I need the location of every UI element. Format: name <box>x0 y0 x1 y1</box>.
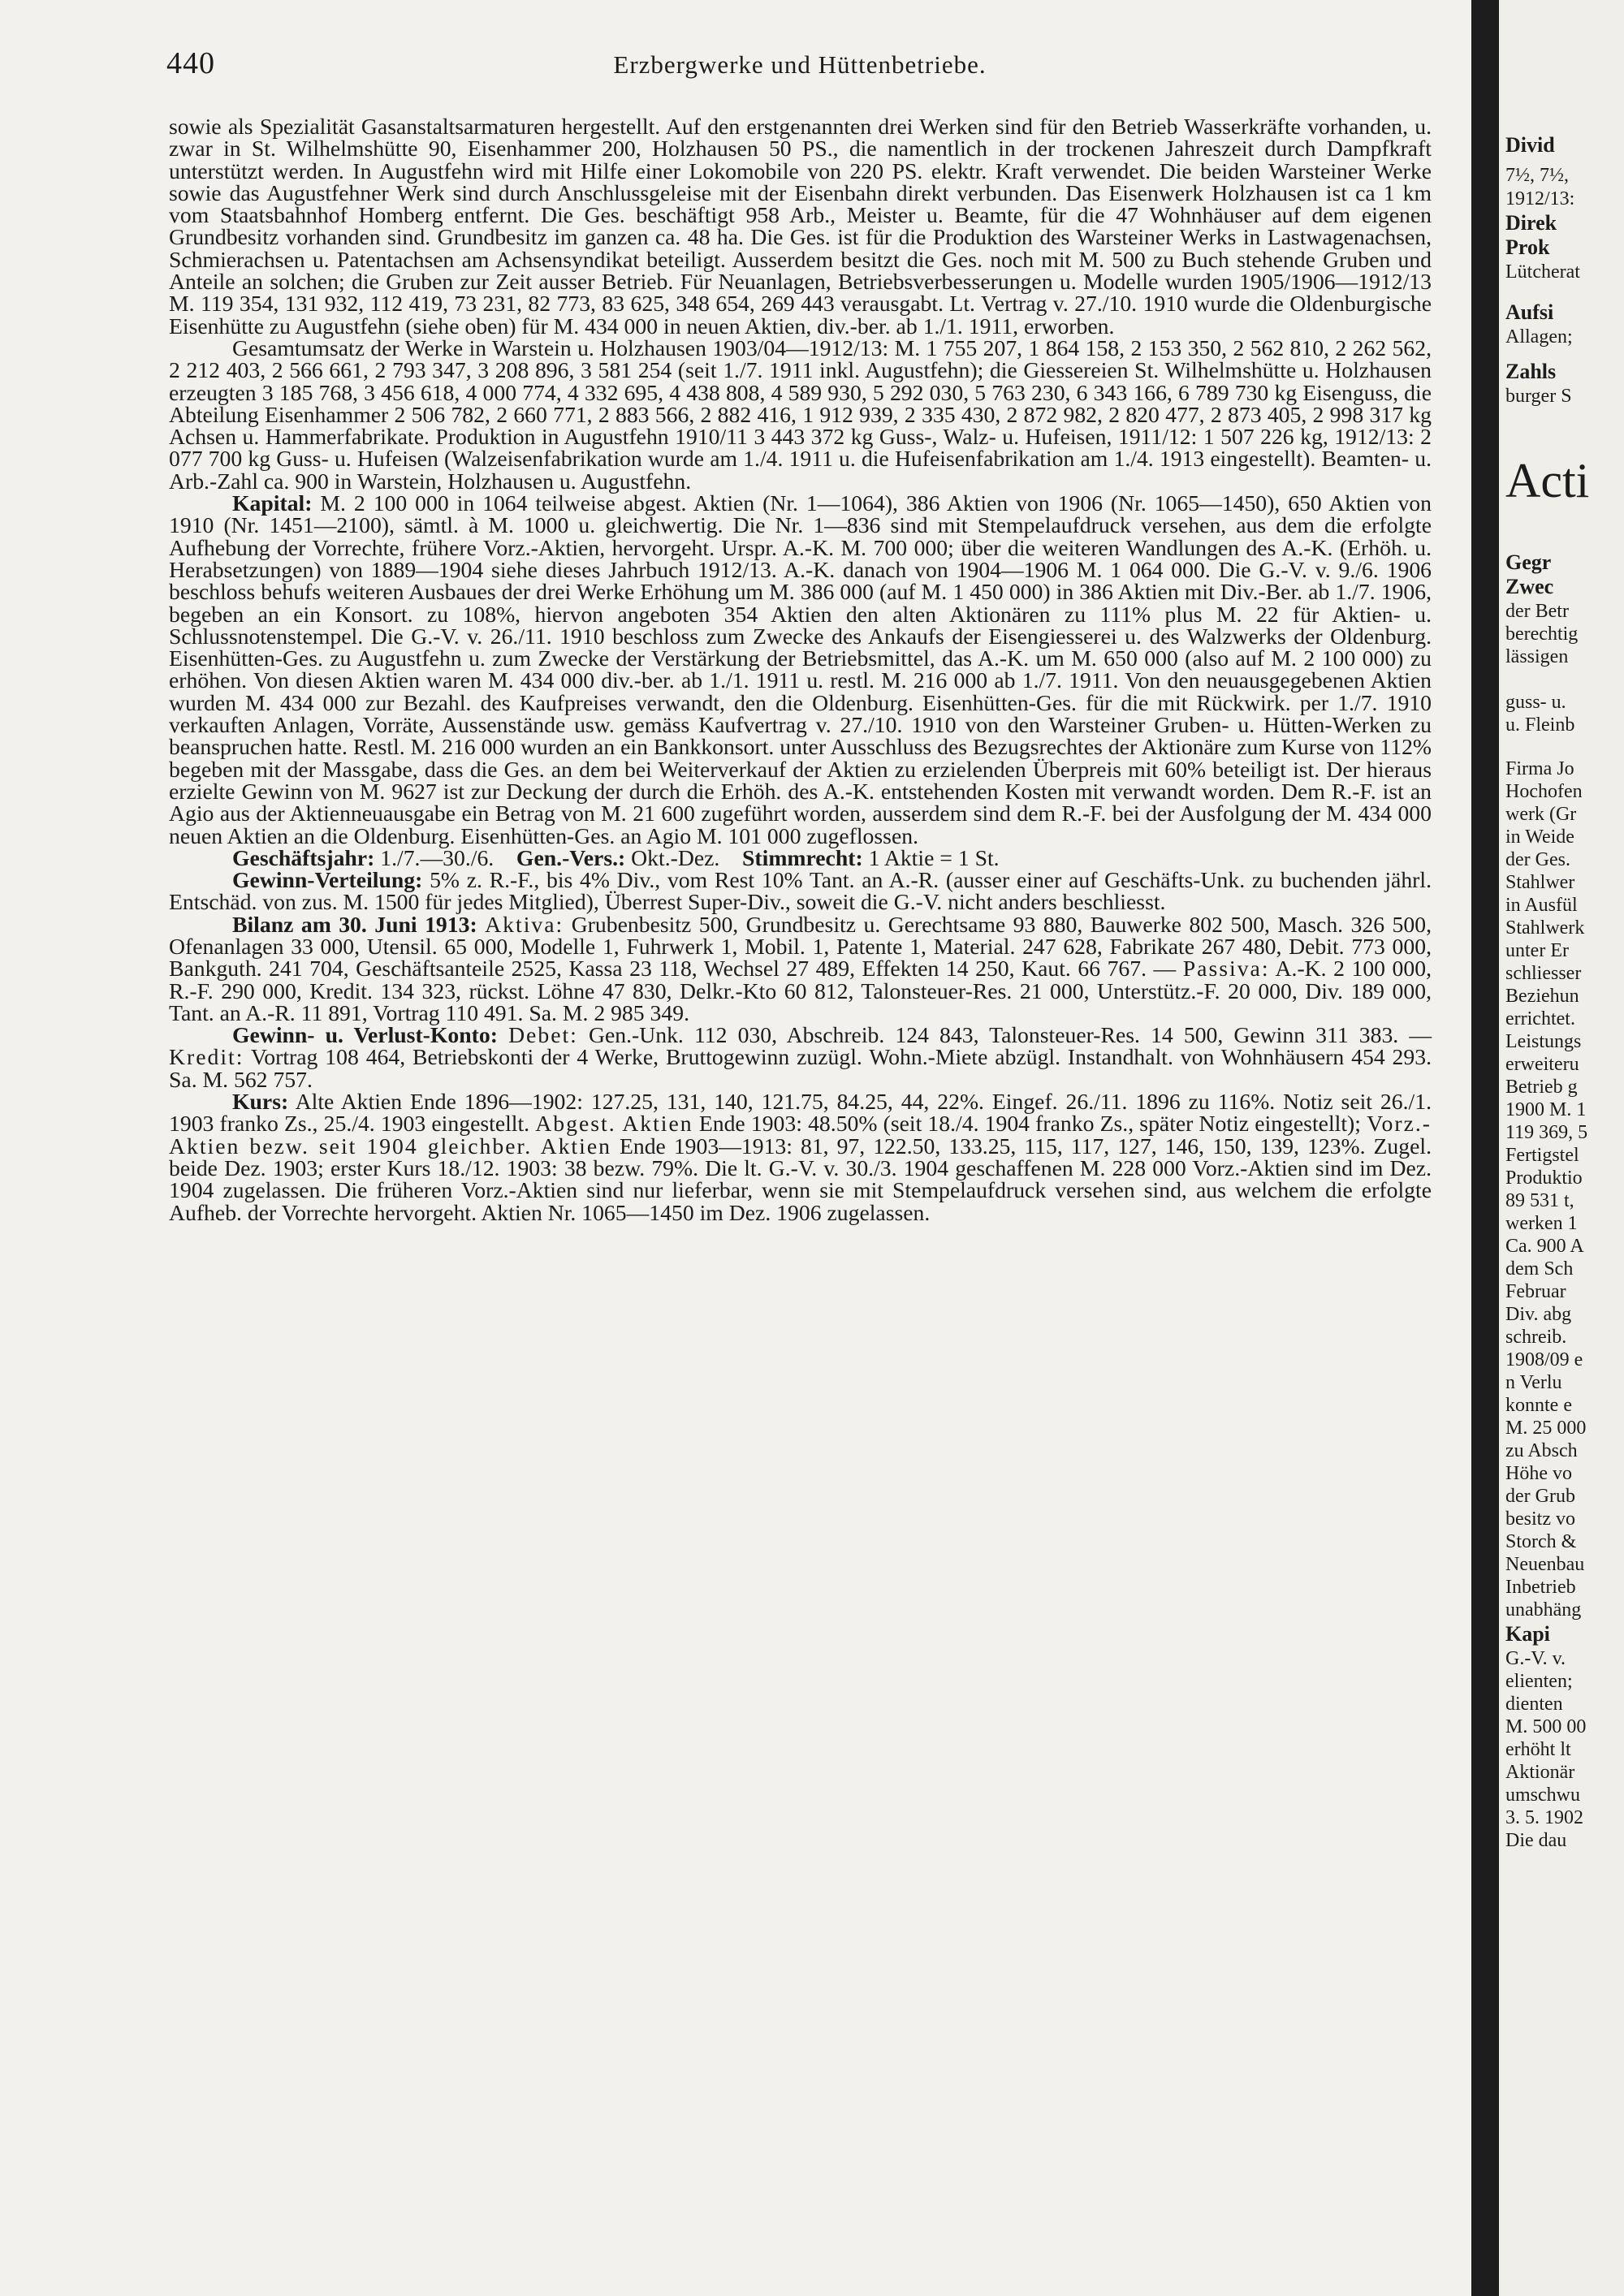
right-line: Leistungs <box>1505 1031 1582 1052</box>
right-line: Produktio <box>1505 1167 1583 1189</box>
right-line: Storch & <box>1505 1531 1577 1552</box>
right-line: Inbetrieb <box>1505 1577 1576 1598</box>
right-line: Zahls <box>1505 360 1557 383</box>
right-line: Fertigstel <box>1505 1145 1579 1166</box>
right-line: berechtig <box>1505 624 1579 645</box>
geschaeftsjahr-text: 1./7.—30./6. <box>380 844 495 870</box>
right-line: 1912/13: <box>1505 188 1575 209</box>
section-gewinn-verlust-konto <box>169 1024 1432 1090</box>
right-line: in Weide <box>1505 826 1574 848</box>
paragraph-gesamtumsatz: Gesamtumsatz der Werke in Warstein u. Holzhausen 1903/04—1912/13: M. 1 755 207, 1 864 158, 2 153 350, 2 562 810, 2 262 562, 2 212 403, 2 566 661, 2 793 347, 3 208 896, 3 581 254 (seit 1./7. 1911 inkl. Augustfehn); die Giessereien St. Wilhelmshütte u. Holzhausen erzeugten 3 185 768, 3 456 618, 4 000 774, 4 332 695, 4 438 808, 4 589 930, 5 292 030, 5 763 230, 6 343 166, 6 789 730 kg Eisenguss, die Abteilung Eisenhammer 2 506 782, 2 660 771, 2 883 566, 2 882 416, 1 912 939, 2 335 430, 2 872 982, 2 820 477, 2 873 405, 2 998 317 kg Achsen u. Hammerfabrikate. Produktion in Augustfehn 1910/11 3 443 372 kg Guss-, Walz- u. Hufeisen, 1911/12: 1 507 226 kg, 1912/13: 2 077 700 kg Guss- u. Hufeisen (Walzeisenfabrikation wurde am 1./4. 1911 u. die Hufeisenfabrikation am 1./4. 1913 eingestellt). Beamten- u. Arb.-Zahl ca. 900 in Warstein, Holzhausen u. Augustfehn. <box>169 334 1432 494</box>
right-line: Divid <box>1505 133 1555 157</box>
right-line: Höhe vo <box>1505 1463 1572 1484</box>
right-line: 7½, 7½, <box>1505 165 1569 186</box>
book-gutter <box>1471 0 1499 2296</box>
kurs-text-1: Alte Aktien Ende 1896—1902: 127.25, 131, 140, 121.75, 84.25, 44, 22%. Eingef. 26./11. 1896 zu 116%. Notiz seit 26./1. 1903 franko Zs., 25./4. 1903 eingestellt. <box>169 1089 1432 1137</box>
stimmrecht-label: Stimmrecht: <box>742 844 863 870</box>
kurs-vorz-label: Vorz.-Aktien bezw. seit 1904 gleichber. Aktien <box>169 1111 1432 1159</box>
right-line: lässigen <box>1505 646 1569 667</box>
right-line: dienten <box>1505 1694 1563 1715</box>
geschaeftsjahr-label: Geschäftsjahr: <box>232 844 375 870</box>
right-line: Div. abg <box>1505 1304 1572 1325</box>
right-line: in Ausfül <box>1505 895 1578 916</box>
right-line: Februar <box>1505 1281 1566 1302</box>
aktiva-label: Aktiva: <box>485 911 564 937</box>
right-line: Hochofen <box>1505 781 1583 802</box>
right-line: errichtet. <box>1505 1008 1575 1029</box>
page-number: 440 <box>166 46 215 80</box>
gewinn-verteilung-label: Gewinn-Verteilung: <box>232 867 423 893</box>
right-line: Stahlwer <box>1505 872 1575 893</box>
right-line: Prok <box>1505 235 1550 259</box>
right-line: Beziehun <box>1505 986 1579 1007</box>
debet-label: Debet: <box>508 1022 578 1048</box>
kapital-label: Kapital: <box>232 490 313 516</box>
right-line: zu Absch <box>1505 1440 1578 1461</box>
right-line: Zwec <box>1505 575 1554 598</box>
right-line: guss- u. <box>1505 692 1566 713</box>
right-line: unabhäng <box>1505 1599 1582 1621</box>
kurs-text-2: Ende 1903: 48.50% (seit 18./4. 1904 franko Zs., später Notiz eingestellt); <box>698 1111 1361 1137</box>
right-line: schliesser <box>1505 963 1582 984</box>
kurs-text-3: Ende 1903—1913: 81, 97, 122.50, 133.25, 115, 117, 127, 146, 150, 139, 123%. Zugel. beide Dez. 1903; erster Kurs 18./12. 1903: 38 bezw. 79%. Die lt. G.-V. v. 30./3. 1904 geschaffenen M. 228 000 Vorz.-Aktien sind im Dez. 1904 zugelassen. Die früheren Vorz.-Aktien sind nur lieferbar, wenn sie mit Stempelaufdruck versehen sind, aus welchem die erfolgte Aufheb. der Vorrechte hervorgeht. Aktien Nr. 1065—1450 im Dez. 1906 zugelassen. <box>169 1133 1432 1225</box>
right-line: der Betr <box>1505 601 1569 622</box>
gen-vers-label: Gen.-Vers.: <box>516 844 626 870</box>
right-line: 89 531 t, <box>1505 1190 1574 1211</box>
right-line: 3. 5. 1902 <box>1505 1807 1583 1828</box>
right-line: Stahlwerk <box>1505 917 1585 939</box>
right-line: 1900 M. 1 <box>1505 1099 1587 1120</box>
right-line: Aktionär <box>1505 1762 1575 1783</box>
right-line: werk (Gr <box>1505 804 1577 825</box>
section-meta <box>169 844 1432 870</box>
right-line: erhöht lt <box>1505 1739 1571 1760</box>
right-line: konnte e <box>1505 1395 1572 1416</box>
aktiva-text: Grubenbesitz 500, Grundbesitz u. Gerechtsame 93 880, Bauwerke 802 500, Masch. 326 500, Ofenanlagen 33 000, Utensil. 65 000, Modelle 1, Fuhrwerk 1, Mobil. 1, Patente 1, Material. 247 628, Fabrikate 267 480, Debit. 773 000, Bankguth. 241 704, Geschäftsanteile 2525, Kassa 23 118, Wechsel 27 489, Effekten 14 250, Kaut. 66 767. — <box>169 911 1432 982</box>
right-line: werken 1 <box>1505 1213 1578 1234</box>
right-line: schreib. <box>1505 1327 1567 1348</box>
section-kapital <box>169 492 1432 847</box>
right-line: Neuenbau <box>1505 1554 1585 1575</box>
kapital-text: M. 2 100 000 in 1064 teilweise abgest. Aktien (Nr. 1—1064), 386 Aktien von 1906 (Nr. 1065—1450), 650 Aktien von 1910 (Nr. 1451—2100), sämtl. à M. 1000 u. gleichwertig. Die Nr. 1—836 sind mit Stempelaufdruck versehen, aus dem die erfolgte Aufhebung der Vorrechte, frühere Vorz.-Aktien, hervorgeht. Urspr. A.-K. M. 700 000; über die weiteren Wandlungen des A.-K. (Erhöh. u. Herabsetzungen) von 1889—1904 siehe dieses Jahrbuch 1912/13. A.-K. danach von 1904—1906 M. 1 064 000. Die G.-V. v. 9./6. 1906 beschloss behufs weiteren Ausbaues der drei Werke Erhöhung um M. 386 000 (auf M. 1 450 000) in 386 Aktien mit Div.-Ber. ab 1./7. 1906, begeben an ein Konsort. zu 108%, hiervon angeboten 354 Aktien den alten Aktionären zu 111% plus M. 22 für Aktien- u. Schlussnotenstempel. Die G.-V. v. 26./11. 1910 beschloss zum Zwecke des Ankaufs der Eisengiesserei u. des Walzwerks der Oldenburg. Eisenhütten-Ges. zu Augustfehn u. zum Zwecke der Verstärkung der Betriebsmittel, das A.-K. um M. 650 000 (also auf M. 2 100 000) zu erhöhen. Von diesen Aktien waren M. 434 000 div.-ber. ab 1./1. 1911 u. restl. M. 216 000 ab 1./7. 1911. Von den neuausgegebenen Aktien wurden M. 434 000 zur Bezahl. des Kaufpreises verwandt, den die Oldenburg. Eisenhütten-Ges. für die mit Rückwirk. per 1./7. 1910 verkauften Anlagen, Vorräte, Aussenstände usw. gemäss Kaufvertrag v. 27./10. 1910 von den Warsteiner Gruben- u. Hütten-Werken zu beanspruchen hatte. Restl. M. 216 000 wurden an ein Bankkonsort. unter Ausschluss des Bezugsrechtes der Aktionäre zum Kurse von 112% begeben mit der Massgabe, dass die Ges. an dem bei Weiterverkauf der Aktien zu erzielenden Überpreis mit 60% beteiligt ist. Der hieraus erzielte Gewinn von M. 9627 ist zur Deckung der durch die Erhöh. des A.-K. entstehenden Kosten mit verwandt worden. Dem R.-F. ist an Agio aus der Aktienneuausgabe ein Betrag von M. 21 600 zugeführt worden, ausserdem sind dem R.-F. bei der Ausfolgung der M. 434 000 neuen Aktien an die Oldenburg. Eisenhütten-Ges. an Agio M. 101 000 zugeflossen. <box>169 490 1432 848</box>
passiva-label: Passiva: <box>1182 956 1270 982</box>
right-line: M. 500 00 <box>1505 1716 1587 1737</box>
guv-label: Gewinn- u. Verlust-Konto: <box>232 1022 498 1048</box>
debet-text: Gen.-Unk. 112 030, Abschreib. 124 843, Talonsteuer-Res. 14 500, Gewinn 311 383. — <box>588 1022 1432 1048</box>
right-line: Aufsi <box>1505 300 1554 324</box>
passiva-text: A.-K. 2 100 000, R.-F. 290 000, Kredit. 134 323, rückst. Löhne 47 830, Delkr.-Kto 60 812, Talonsteuer-Res. 21 000, Unterstütz.-F. 20 000, Div. 189 000, Tant. an A.-R. 11 891, Vortrag 110 491. Sa. M. 2 985 349. <box>169 956 1432 1025</box>
right-line: dem Sch <box>1505 1258 1574 1280</box>
right-heading: Acti <box>1505 454 1590 507</box>
right-line: 119 369, 5 <box>1505 1122 1588 1143</box>
right-line: G.-V. v. <box>1505 1648 1566 1669</box>
right-line: u. Fleinb <box>1505 714 1575 736</box>
right-line: Ca. 900 A <box>1505 1236 1584 1257</box>
right-line: Lütcherat <box>1505 261 1580 283</box>
right-line: umschwu <box>1505 1785 1580 1806</box>
right-line: besitz vo <box>1505 1508 1575 1530</box>
gewinn-verteilung-text: 5% z. R.-F., bis 4% Div., vom Rest 10% Tant. an A.-R. (ausser einer auf Geschäfts-Unk. zu buchenden jährl. Entschäd. von zus. M. 1500 für jedes Mitglied), Überrest Super-Div., soweit die G.-V. nicht anders beschliesst. <box>169 867 1432 915</box>
kredit-label: Kredit: <box>169 1044 244 1070</box>
stimmrecht-text: 1 Aktie = 1 St. <box>868 844 1000 870</box>
running-title: Erzbergwerke und Hüttenbetriebe. <box>613 50 987 79</box>
right-line: Allagen; <box>1505 326 1573 347</box>
section-gewinn-verteilung <box>169 869 1432 913</box>
section-kurs <box>169 1090 1432 1224</box>
right-line: elienten; <box>1505 1671 1573 1692</box>
bilanz-label: Bilanz am 30. Juni 1913: <box>232 911 477 937</box>
right-line: der Grub <box>1505 1486 1575 1507</box>
main-text-column <box>169 115 1432 1224</box>
right-line: burger S <box>1505 386 1572 407</box>
section-bilanz <box>169 913 1432 1024</box>
right-line: Firma Jo <box>1505 758 1574 779</box>
paragraph-plant-description: sowie als Spezialität Gasanstaltsarmaturen hergestellt. Auf den erstgenannten drei Werken sind für den Betrieb Wasserkräfte vorhanden, u. zwar in St. Wilhelmshütte 90, Eisenhammer 200, Holzhausen 50 PS., die namentlich in der trockenen Jahreszeit durch Dampfkraft unterstützt werden. In Augustfehn wird mit Hilfe einer Lokomobile von 220 PS. elektr. Kraft verwendet. Die beiden Warsteiner Werke sowie das Augustfehner Werk sind durch Anschlussgeleise mit der Eisenbahn direkt verbunden. Das Eisenwerk Holzhausen ist ca 1 km vom Staatsbahnhof Homberg entfernt. Die Ges. beschäftigt 958 Arb., Meister u. Beamte, für die 47 Wohnhäuser auf dem eigenen Grundbesitz vorhanden sind. Grundbesitz im ganzen ca. 48 ha. Die Ges. ist für die Produktion des Warsteiner Werks in Lastwagenachsen, Schmierachsen u. Patentachsen am Achsensyndikat beteiligt. Ausserdem besitzt die Ges. noch mit M. 500 zu Buch stehende Gruben und Anteile an solchen; die Gruben zur Zeit ausser Betrieb. Für Neuanlagen, Betriebsverbesserungen u. Modelle wurden 1905/1906—1912/13 M. 119 354, 131 932, 112 419, 73 231, 82 773, 83 625, 348 654, 269 443 verausgabt. Lt. Vertrag v. 27./10. 1910 wurde die Oldenburgische Eisenhütte zu Augustfehn (siehe oben) für M. 434 000 in neuen Aktien, div.-ber. ab 1./1. 1911, erworben. <box>169 114 1432 339</box>
right-line: Direk <box>1505 211 1557 235</box>
right-line: Die dau <box>1505 1830 1567 1851</box>
right-line: Betrieb g <box>1505 1077 1578 1098</box>
right-line: Kapi <box>1505 1622 1550 1646</box>
right-line: unter Er <box>1505 940 1569 961</box>
right-line: M. 25 000 <box>1505 1418 1587 1439</box>
kurs-abgest-label: Abgest. Aktien <box>535 1111 693 1137</box>
right-line: n Verlu <box>1505 1372 1562 1393</box>
right-line: der Ges. <box>1505 849 1570 870</box>
gen-vers-text: Okt.-Dez. <box>631 844 720 870</box>
kredit-text: Vortrag 108 464, Betriebskonti der 4 Werke, Bruttogewinn zuzügl. Wohn.-Miete abzügl. Instandhalt. von Wohnhäusern 454 293. Sa. M. 562 757. <box>169 1044 1432 1092</box>
page-header <box>166 45 1433 86</box>
right-line: erweiteru <box>1505 1054 1579 1075</box>
right-line: Gegr <box>1505 550 1552 574</box>
right-line: 1908/09 e <box>1505 1349 1583 1370</box>
kurs-label: Kurs: <box>232 1089 289 1115</box>
adjacent-page-fragment <box>1499 0 1624 2296</box>
